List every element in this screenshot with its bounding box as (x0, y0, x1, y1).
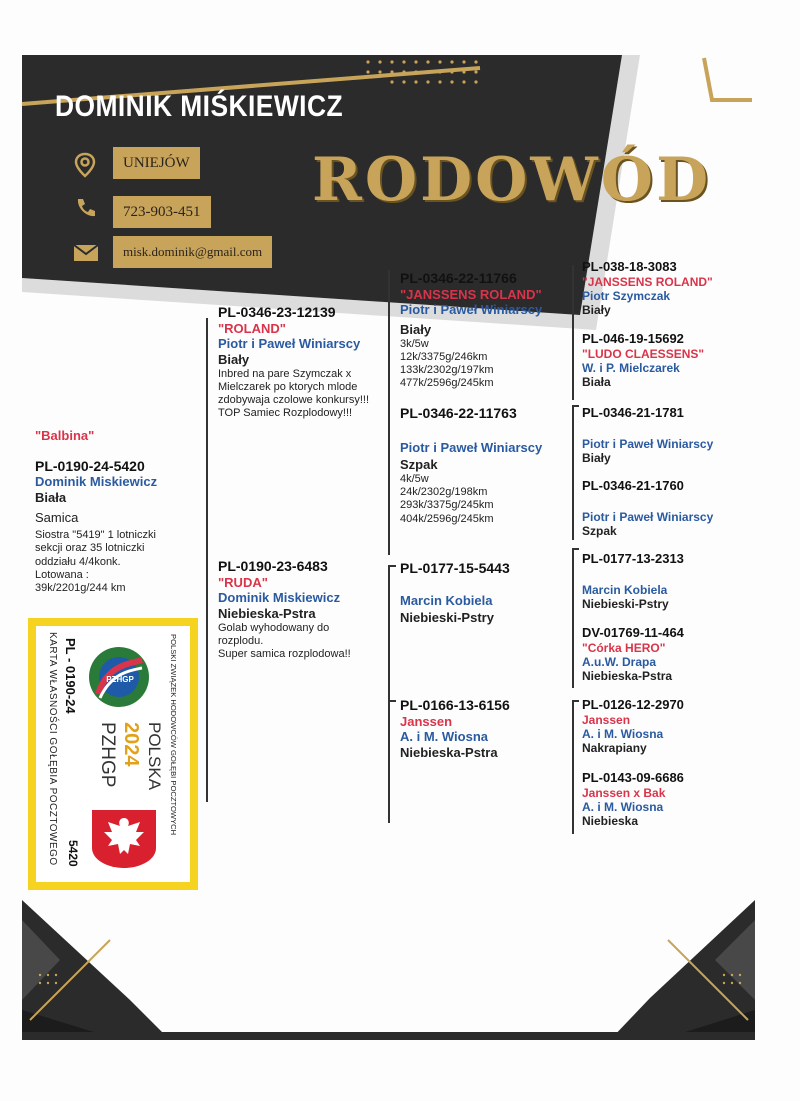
mother-color: Niebieska-Pstra (218, 605, 316, 621)
grandparent-result: 24k/2302g/198km (400, 486, 488, 499)
great-grandparent-color: Biały (582, 450, 611, 465)
tree-tick (572, 700, 579, 702)
grandparent-card (400, 697, 572, 761)
great-grandparent-color: Niebieska (582, 814, 639, 829)
document-title: RODOWÓD (312, 145, 712, 215)
great-grandparent-color: Niebieska-Pstra (582, 669, 673, 684)
grandparent-result: 133k/2302g/197km (400, 363, 494, 376)
father-name: "ROLAND" (218, 320, 286, 336)
phone-label: 723-903-451 (113, 196, 211, 228)
subject-name: "Balbina" (35, 428, 95, 443)
father-note: Mielczarek po ktorych mlode (218, 380, 358, 393)
great-grandparent-color: Nakrapiany (582, 741, 647, 756)
grandparent-result: 293k/3375g/245km (400, 499, 494, 512)
father-owner: Piotr i Paweł Winiarscy (218, 336, 361, 352)
father-card (218, 304, 386, 420)
subject-card (35, 428, 205, 595)
polish-eagle-emblem-icon (90, 808, 158, 870)
location-label: UNIEJÓW (113, 147, 200, 179)
card-year: 2024 (120, 722, 142, 767)
great-grandparent-name: Janssen x Bak (582, 785, 666, 800)
card-acronym: PZHGP (97, 722, 118, 788)
great-grandparent-ring: PL-046-19-15692 (582, 331, 684, 346)
great-grandparent-card (582, 625, 792, 684)
grandparent-card (400, 270, 572, 390)
tree-tick (572, 548, 579, 550)
great-grandparent-ring: PL-0346-21-1781 (582, 405, 684, 420)
father-note: TOP Samiec Rozplodowy!!! (218, 407, 353, 420)
great-grandparent-name: "LUDO CLAESSENS" (582, 346, 705, 361)
tree-bracket-g3a (572, 265, 574, 400)
email-label: misk.dominik@gmail.com (113, 236, 272, 268)
father-ring: PL-0346-23-12139 (218, 304, 336, 320)
tree-tick (388, 565, 396, 567)
subject-note: 39k/2201g/244 km (35, 581, 126, 594)
grandparent-owner: Piotr i Paweł Winiarscy (400, 302, 543, 318)
great-grandparent-owner: Piotr i Paweł Winiarscy (582, 509, 714, 524)
great-grandparent-owner: A. i M. Wiosna (582, 799, 664, 814)
grandparent-result: 12k/3375g/246km (400, 350, 488, 363)
card-ring-number: 5420 (66, 840, 80, 867)
great-grandparent-card (582, 770, 792, 829)
mother-note: rozplodu. (218, 634, 264, 647)
pzhgp-logo-text: PZHGP (106, 675, 134, 684)
great-grandparent-owner: W. i P. Mielczarek (582, 360, 680, 375)
tree-tick (572, 405, 579, 407)
great-grandparent-card (582, 405, 792, 465)
grandparent-color: Niebieska-Pstra (400, 744, 498, 760)
great-grandparent-owner: Piotr i Paweł Winiarscy (582, 436, 714, 451)
great-grandparent-card (582, 478, 792, 538)
subject-note: oddziału 4/4konk. (35, 555, 121, 568)
tree-bracket-g3b (572, 405, 574, 540)
great-grandparent-name: "Córka HERO" (582, 640, 666, 655)
tree-tick (388, 700, 396, 702)
subject-color: Biała (35, 489, 67, 505)
grandparent-name: Janssen (400, 713, 453, 729)
grandparent-owner: Marcin Kobiela (400, 592, 493, 608)
card-ring-code: PL - 0190-24 (63, 638, 78, 714)
grandparent-color: Niebieski-Pstry (400, 610, 494, 626)
grandparent-card (400, 405, 572, 526)
great-grandparent-card (582, 551, 792, 611)
grandparent-result: 477k/2596g/245km (400, 377, 494, 390)
grandparent-result: 404k/2596g/245km (400, 512, 494, 525)
phone-icon (74, 196, 98, 220)
father-note: zdobywaja czolowe konkursy!!! (218, 393, 370, 406)
mother-ring: PL-0190-23-6483 (218, 558, 328, 574)
grandparent-color: Szpak (400, 457, 438, 473)
subject-note: Siostra "5419" 1 lotniczki (35, 529, 156, 542)
great-grandparent-owner: Marcin Kobiela (582, 582, 668, 597)
great-grandparent-card (582, 331, 792, 390)
great-grandparent-owner: Piotr Szymczak (582, 288, 671, 303)
grandparent-result: 4k/5w (400, 472, 429, 485)
grandparent-owner: Piotr i Paweł Winiarscy (400, 439, 543, 455)
grandparent-card (400, 560, 572, 626)
subject-note: Lotowana : (35, 568, 89, 581)
mother-name: "RUDA" (218, 574, 268, 590)
subject-note: sekcji oraz 35 lotniczki (35, 542, 145, 555)
mother-owner: Dominik Miskiewicz (218, 590, 341, 606)
great-grandparent-color: Biała (582, 375, 611, 390)
great-grandparent-ring: PL-0177-13-2313 (582, 551, 684, 566)
tree-bracket-g3d (572, 700, 574, 834)
mother-card (218, 558, 386, 661)
great-grandparent-ring: PL-038-18-3083 (582, 259, 677, 274)
great-grandparent-owner: A.u.W. Drapa (582, 654, 657, 669)
mother-note: Golab wyhodowany do (218, 621, 330, 634)
father-color: Biały (218, 351, 250, 367)
great-grandparent-ring: PL-0143-09-6686 (582, 770, 684, 785)
subject-owner: Dominik Miskiewicz (35, 474, 158, 490)
location-pin-icon (74, 152, 96, 178)
subject-sex: Samica (35, 509, 79, 525)
great-grandparent-color: Biały (582, 303, 611, 318)
grandparent-owner: A. i M. Wiosna (400, 729, 488, 745)
grandparent-name: "JANSSENS ROLAND" (400, 286, 542, 302)
great-grandparent-owner: A. i M. Wiosna (582, 726, 664, 741)
pzhgp-logo-icon (86, 644, 152, 710)
envelope-icon (73, 243, 99, 263)
great-grandparent-name: Janssen (582, 712, 631, 727)
subject-ring: PL-0190-24-5420 (35, 457, 145, 474)
great-grandparent-name: "JANSSENS ROLAND" (582, 274, 713, 289)
great-grandparent-card (582, 259, 792, 318)
card-org-text: POLSKI ZWIĄZEK HODOWCÓW GOŁĘBI POCZTOWYCH (169, 634, 178, 836)
great-grandparent-ring: PL-0346-21-1760 (582, 478, 684, 493)
great-grandparent-color: Niebieski-Pstry (582, 596, 669, 611)
great-grandparent-ring: PL-0126-12-2970 (582, 697, 684, 712)
grandparent-ring: PL-0177-15-5443 (400, 560, 510, 576)
card-country: POLSKA (145, 722, 164, 791)
mother-note: Super samica rozplodowa!! (218, 647, 351, 660)
grandparent-ring: PL-0166-13-6156 (400, 697, 510, 713)
tree-bracket-mother (388, 565, 390, 823)
great-grandparent-color: Szpak (582, 523, 617, 538)
great-grandparent-ring: DV-01769-11-464 (582, 625, 684, 640)
great-grandparent-card (582, 697, 792, 756)
father-note: Inbred na pare Szymczak x (218, 367, 352, 380)
tree-bracket-main (206, 318, 208, 802)
grandparent-result: 3k/5w (400, 337, 429, 350)
breeder-name: DOMINIK MIŚKIEWICZ (55, 90, 344, 123)
grandparent-color: Biały (400, 321, 432, 337)
tree-bracket-g3c (572, 548, 574, 688)
tree-bracket-father (388, 270, 390, 555)
card-caption: KARTA WŁASNOŚCI GOŁĘBIA POCZTOWEGO (47, 632, 58, 866)
footer-decoration (0, 880, 800, 1040)
grandparent-ring: PL-0346-22-11763 (400, 405, 517, 421)
grandparent-ring: PL-0346-22-11766 (400, 270, 517, 286)
